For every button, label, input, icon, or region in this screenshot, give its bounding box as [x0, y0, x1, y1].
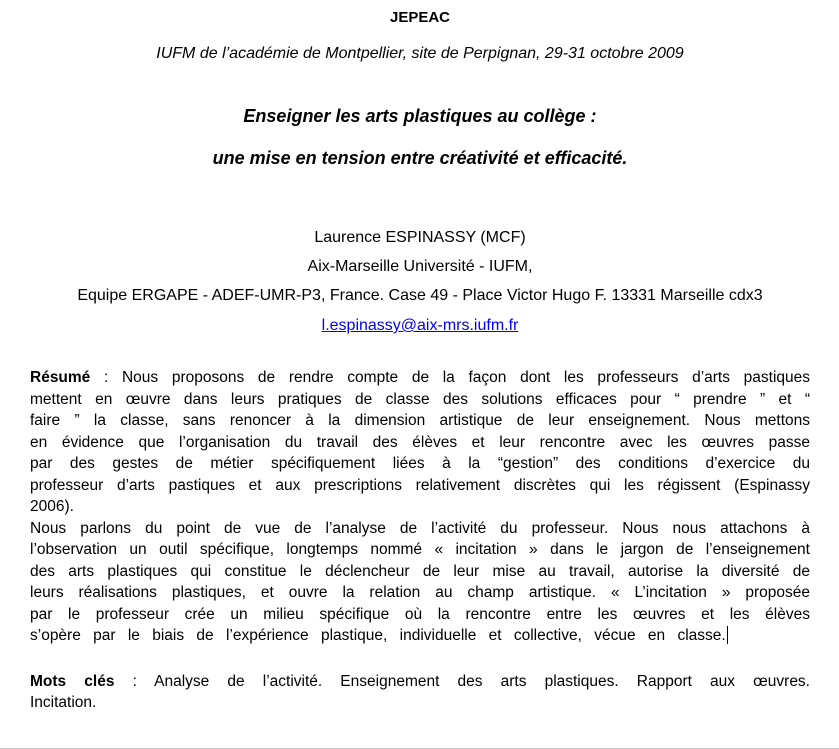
email-link[interactable]: l.espinassy@aix-mrs.iufm.fr: [321, 317, 519, 334]
email-line: [30, 317, 810, 335]
author-affiliation-2: Equipe ERGAPE - ADEF-UMR-P3, France. Case 49 - Place Victor Hugo F. 13331 Marseille cdx3: [77, 287, 763, 304]
abstract-section: [30, 367, 810, 647]
paper-title-line1: Enseigner les arts plastiques au collège :: [243, 106, 597, 126]
conference-title: JEPEAC: [389, 9, 451, 26]
keywords-label: Mots clés: [30, 672, 115, 690]
abstract-separator: :: [90, 369, 122, 386]
keywords-separator: :: [114, 672, 155, 690]
paper-title-line2: une mise en tension entre créativité et efficacité.: [212, 148, 628, 168]
abstract-label: Résumé: [30, 369, 91, 386]
keywords-line: [30, 671, 810, 714]
text-cursor: [727, 626, 729, 644]
abstract-paragraph-1: [30, 367, 810, 518]
author-affiliation-1: Aix-Marseille Université - IUFM,: [307, 258, 533, 275]
abstract-text-2: Nous parlons du point de vue de l’analyse de l’activité du professeur. Nous nous attachons à l’observation un outil spécifique, longtemps nommé « incitation » dans le jargon de l’enseignement des arts plastiques qui constitue le déclencheur de leur mise au travail, autorise la diversité de leurs réalisations plastiques, et ouvre la relation au champ artistique. « L’incitation » proposée par le professeur crée un milieu spécifique où la rencontre entre les œuvres et les élèves s’opère par le biais de l’expérience plastique, individuelle et collective, vécue en classe.: [30, 519, 810, 644]
abstract-text-1: Nous proposons de rendre compte de la façon dont les professeurs d’arts pastiques mettent en œuvre dans leurs pratiques de classe des solutions efficaces pour “ prendre ” et “ faire ” la classe, sans renoncer à la dimension artistique de leur enseignement. Nous mettons en évidence que l’organisation du travail des élèves et leur rencontre avec les œuvres passe par des gestes de métier spécifiquement liées à la “gestion” des conditions d’exercice du professeur d’arts pastiques et aux prescriptions relativement discrètes qui les régissent (Espinassy 2006).: [30, 369, 811, 515]
keywords-text: Analyse de l’activité. Enseignement des arts plastiques. Rapport aux œuvres. Incitation.: [30, 672, 810, 711]
conference-venue-line: IUFM de l’académie de Montpellier, site de Perpignan, 29-31 octobre 2009: [156, 45, 684, 62]
abstract-paragraph-2: [30, 518, 810, 647]
author-name: Laurence ESPINASSY (MCF): [314, 229, 526, 246]
